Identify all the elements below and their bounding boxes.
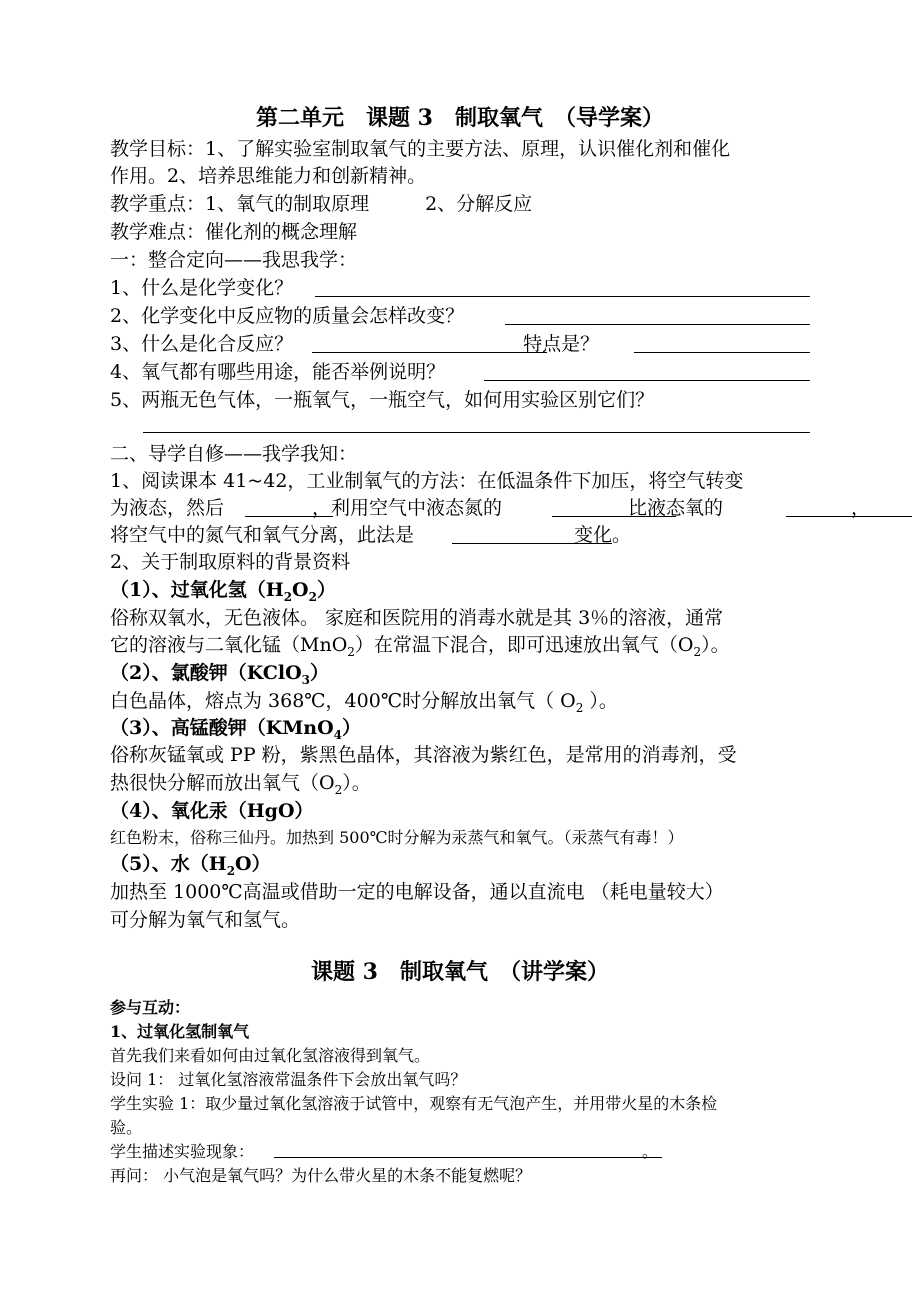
question-4: 4、氧气都有哪些用途，能否举例说明？	[110, 361, 446, 383]
question-3-part-b: 特点是？	[523, 333, 600, 355]
subscript: 2	[334, 782, 343, 797]
reading-line-2-part-a: 为液态，然后	[110, 497, 225, 519]
section-2-heading: 二、导学自修——我学我知：	[110, 443, 358, 465]
reading-line-3-part-b: 变化。	[574, 524, 632, 546]
subscript: 2	[308, 589, 317, 604]
material-5-line-2: 可分解为氧气和氢气。	[110, 909, 301, 931]
question-5: 5、两瓶无色气体，一瓶氧气，一瓶空气，如何用实验区别它们？	[110, 389, 655, 411]
section-3-subheading: 1、过氧化氢制氧气	[110, 1022, 250, 1041]
subscript: 2	[693, 644, 702, 659]
reading-line-3-part-a: 将空气中的氮气和氧气分离，此法是	[110, 524, 415, 546]
material-2-text: 白色晶体，熔点为 368℃，400℃时分解放出氧气（ O	[110, 690, 576, 712]
lecture-line-5-text: 学生描述实验现象：	[110, 1142, 255, 1161]
material-3-heading-text: ）	[342, 717, 362, 739]
lecture-line-4: 验。	[110, 1118, 143, 1137]
material-3-text: 热很快分解而放出氧气（O	[110, 772, 335, 794]
material-1-text: 它的溶液与二氧化锰（MnO	[110, 634, 348, 656]
reading-line-2-part-d: ，	[851, 497, 871, 519]
background-heading: 2、关于制取原料的背景资料	[110, 551, 351, 573]
material-1-heading-text: O	[292, 579, 309, 601]
subscript: 2	[575, 700, 584, 715]
reading-line-2-part-c: 比液态氧的	[628, 497, 724, 519]
key-points-item-1: 教学重点：1、氧气的制取原理	[110, 193, 370, 215]
question-3	[110, 330, 599, 358]
question-3-part-a: 3、什么是化合反应？	[110, 333, 294, 355]
objectives-line-2: 作用。2、培养思维能力和创新精神。	[110, 165, 427, 187]
answer-blank-phenomenon[interactable]	[274, 1157, 662, 1158]
key-points	[110, 190, 532, 218]
answer-blank-q5[interactable]	[143, 432, 810, 433]
reading-line-2-part-b: ，利用空气中液态氮的	[312, 497, 503, 519]
lecture-line-6: 再问： 小气泡是氧气吗？为什么带火星的木条不能复燃呢？	[110, 1166, 532, 1185]
objectives-line-1: 教学目标：1、了解实验室制取氧气的主要方法、原理，认识催化剂和催化	[110, 138, 731, 160]
material-1-text: ）。	[701, 634, 730, 656]
section-3-heading: 参与互动：	[110, 998, 191, 1017]
material-5-heading-text: （5）、水（H	[110, 853, 227, 875]
material-1-text: ）在常温下混合，即可迅速放出氧气（O	[354, 634, 694, 656]
material-1-heading-text: （1）、过氧化氢（H	[110, 579, 284, 601]
answer-blank-q3b[interactable]	[634, 352, 810, 353]
material-1-line-1: 俗称双氧水，无色液体。 家庭和医院用的消毒水就是其 3％的溶液，通常	[110, 607, 724, 629]
answer-blank-q4[interactable]	[484, 380, 810, 381]
lecture-line-3: 学生实验 1：取少量过氧化氢溶液于试管中，观察有无气泡产生，并用带火星的木条检	[110, 1094, 718, 1113]
material-4-heading: （4）、氧化汞（HgO）	[110, 800, 314, 822]
answer-blank-method[interactable]	[245, 516, 333, 517]
subscript: 2	[226, 863, 236, 878]
difficult-points: 教学难点：催化剂的概念理解	[110, 221, 358, 243]
subscript: 2	[347, 644, 355, 659]
material-4-line-1: 红色粉末，俗称三仙丹。加热到 500℃时分解为汞蒸气和氧气。（汞蒸气有毒！）	[110, 828, 684, 847]
subscript: 2	[283, 589, 293, 604]
question-1: 1、什么是化学变化？	[110, 277, 294, 299]
subscript: 3	[301, 672, 310, 687]
material-3-text: ）。	[342, 772, 371, 794]
answer-blank-q1[interactable]	[315, 296, 810, 297]
answer-blank-oxygen-property[interactable]	[786, 516, 912, 517]
question-2: 2、化学变化中反应物的质量会怎样改变？	[110, 305, 465, 327]
answer-blank-q2[interactable]	[505, 324, 810, 325]
material-3-line-1: 俗称灰锰氧或 PP 粉，紫黑色晶体，其溶液为紫红色，是常用的消毒剂，受	[110, 744, 737, 766]
material-5-heading-text: O）	[235, 853, 271, 875]
reading-line-2	[110, 494, 870, 522]
lecture-line-5-end: 。	[642, 1142, 659, 1161]
reading-line-3	[110, 521, 631, 549]
answer-blank-nitrogen-property[interactable]	[552, 516, 676, 517]
title-lecture-plan: 课题 3 制取氧气 （讲学案）	[311, 959, 609, 985]
reading-line-1: 1、阅读课本 41~42，工业制氧气的方法：在低温条件下加压，将空气转变	[110, 470, 744, 492]
material-2-text: ）。	[583, 690, 618, 712]
lecture-line-1: 首先我们来看如何由过氧化氢溶液得到氧气。	[110, 1046, 431, 1065]
answer-blank-change-type[interactable]	[452, 543, 612, 544]
section-1-heading: 一：整合定向——我思我学：	[110, 249, 358, 271]
subscript: 4	[333, 727, 342, 742]
answer-blank-q3a[interactable]	[312, 352, 547, 353]
material-1-heading-text: ）	[316, 579, 336, 601]
key-points-item-2: 2、分解反应	[425, 193, 533, 215]
title-guide-plan: 第二单元 课题 3 制取氧气 （导学案）	[256, 105, 664, 131]
lecture-line-2: 设问 1： 过氧化氢溶液常温条件下会放出氧气吗？	[110, 1070, 467, 1089]
material-5-line-1: 加热至 1000℃高温或借助一定的电解设备，通以直流电 （耗电量较大）	[110, 881, 724, 903]
material-2-heading-text: （2）、氯酸钾（KClO	[110, 662, 302, 684]
material-3-heading-text: （3）、高锰酸钾（KMnO	[110, 717, 334, 739]
material-2-heading-text: ）	[309, 662, 329, 684]
